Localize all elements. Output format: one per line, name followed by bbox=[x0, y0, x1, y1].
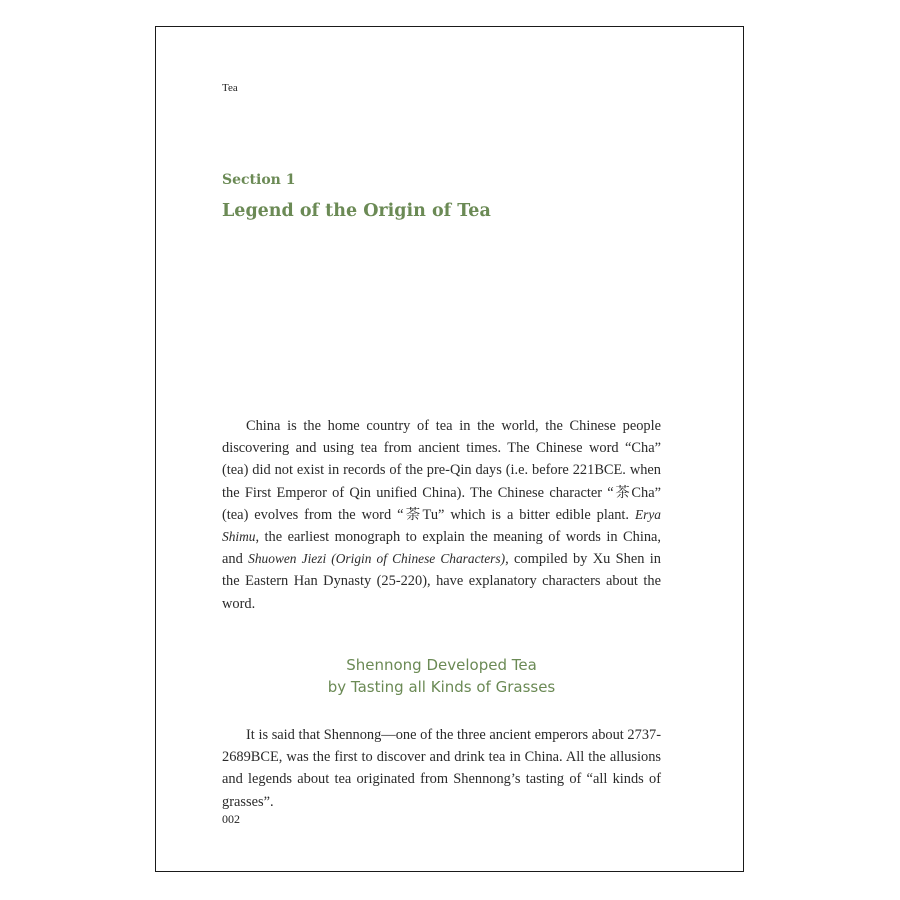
section-label: Section 1 bbox=[222, 172, 296, 188]
subheading-line-2: by Tasting all Kinds of Grasses bbox=[327, 678, 556, 696]
paragraph-text: , compiled by Xu Shen in the Eastern Han Dynasty (25-220), have explanatory characters about the word. bbox=[222, 551, 662, 612]
body-paragraph-2: It is said that Shennong—one of the three ancient emperors about 2737-2689BCE, was the first to discover and drink tea in China. All the allusions and legends about tea originated from Shennong’s tasting of “all kinds of grasses”. bbox=[222, 727, 661, 810]
section-title: Legend of the Origin of Tea bbox=[222, 201, 491, 221]
subheading-line-1: Shennong Developed Tea bbox=[346, 656, 537, 674]
book-title-erya-shimu: Erya Shimu bbox=[222, 506, 661, 545]
page-number: 002 bbox=[222, 812, 240, 826]
running-head: Tea bbox=[222, 82, 238, 94]
book-title-shuowen-jiezi: Shuowen Jiezi (Origin of Chinese Characters) bbox=[248, 551, 506, 567]
book-page bbox=[155, 26, 744, 872]
paragraph-text: China is the home country of tea in the world, the Chinese people discovering and using tea from ancient times. The Chinese word “Cha” (tea) did not exist in records of the pre-Qin days (i.e. before 221BCE. when the First Emperor of Qin unified China). The Chinese character “茶Cha” (tea) evolves from the word “荼Tu” which is a bitter edible plant. bbox=[222, 418, 661, 523]
paragraph-text: , the earliest monograph to explain the meaning of words in China, and bbox=[222, 529, 661, 568]
subheading bbox=[222, 654, 661, 698]
body-paragraph-1 bbox=[222, 415, 661, 615]
